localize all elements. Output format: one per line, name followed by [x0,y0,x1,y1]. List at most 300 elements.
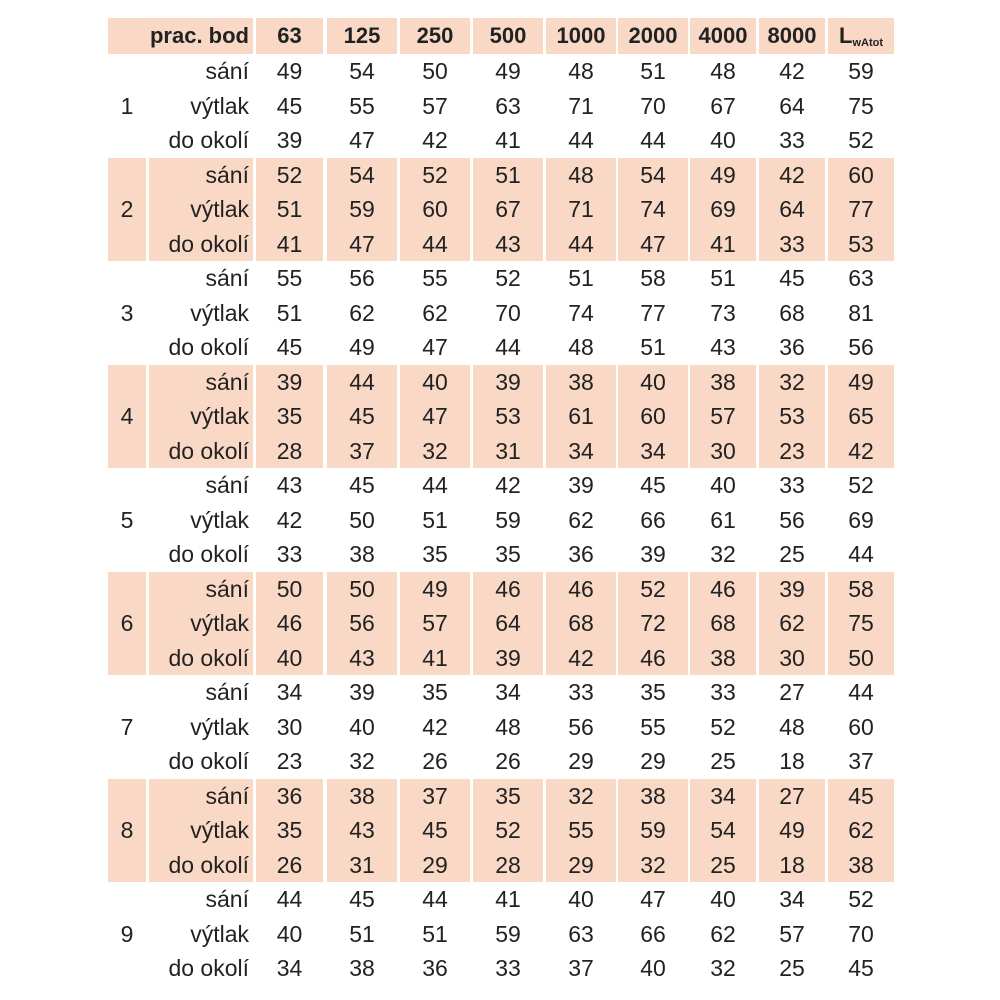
total-value: 60 [848,713,874,740]
total-main: L [839,23,853,48]
band-value: 25 [710,748,736,774]
point-number [108,572,146,607]
table-row [108,641,894,676]
table-row [108,503,894,538]
band-value: 38 [349,955,375,981]
band-value: 39 [349,679,375,705]
band-value: 38 [327,779,397,814]
band-value: 34 [276,955,303,981]
band-value: 32 [400,434,470,469]
point-number [108,434,146,469]
band-value: 45 [640,472,666,498]
band-value: 35 [473,779,543,814]
band-value: 50 [422,58,448,84]
line-name: sání [149,572,253,607]
band-value: 26 [422,748,448,774]
band-value: 63 [568,920,594,947]
band-value: 33 [779,472,805,498]
band-value: 23 [276,748,303,774]
band-value: 45 [400,813,470,848]
point-number [108,779,146,814]
band-value: 27 [759,779,825,814]
band-value: 42 [276,506,303,533]
band-value: 34 [546,434,616,469]
band-value: 41 [400,641,470,676]
band-value: 34 [779,886,805,912]
band-value: 50 [327,572,397,607]
band-value: 41 [495,127,521,153]
total-value: 42 [828,434,894,469]
band-value: 53 [759,399,825,434]
point-number [108,158,146,193]
point-number [108,641,146,676]
band-value: 42 [495,472,521,498]
band-value: 33 [759,227,825,262]
band-value: 43 [473,227,543,262]
band-value: 47 [349,127,375,153]
band-value: 44 [422,472,448,498]
header-band: 250 [400,18,470,54]
band-value: 64 [779,92,805,119]
line-name: výtlak [190,299,249,326]
point-group [108,779,894,883]
band-value: 71 [546,192,616,227]
table-row [108,779,894,814]
band-value: 38 [546,365,616,400]
table-row [108,675,894,710]
band-value: 73 [710,299,736,326]
band-value: 48 [779,713,805,740]
point-group [108,158,894,262]
total-value: 45 [848,955,874,981]
band-value: 74 [618,192,688,227]
table-row [108,917,894,952]
band-value: 48 [495,713,521,740]
line-name: výtlak [190,92,249,119]
table-row [108,537,894,572]
point-number [108,468,146,503]
band-value: 51 [256,192,323,227]
total-value: 50 [828,641,894,676]
band-value: 56 [779,506,805,533]
band-value: 40 [568,886,594,912]
point-number: 8 [108,813,146,848]
band-value: 36 [256,779,323,814]
total-value: 63 [848,265,874,291]
band-value: 68 [779,299,805,326]
band-value: 32 [618,848,688,883]
header-total [828,18,894,54]
band-value: 60 [618,399,688,434]
point-number: 7 [120,713,134,740]
band-value: 50 [349,506,375,533]
band-value: 51 [640,334,666,360]
band-value: 36 [422,955,448,981]
band-value: 35 [256,399,323,434]
band-value: 74 [568,299,594,326]
band-value: 54 [690,813,756,848]
band-value: 47 [400,399,470,434]
line-name: sání [205,886,249,912]
header-band: 500 [473,18,543,54]
band-value: 40 [400,365,470,400]
band-value: 46 [618,641,688,676]
point-number: 5 [120,506,134,533]
band-value: 36 [568,541,594,567]
line-name: do okolí [149,434,253,469]
band-value: 46 [546,572,616,607]
total-value: 81 [848,299,874,326]
band-value: 32 [710,955,736,981]
band-value: 62 [568,506,594,533]
table-row [108,158,894,193]
band-value: 18 [759,848,825,883]
line-name: do okolí [168,334,249,360]
band-value: 55 [422,265,448,291]
line-name: sání [205,679,249,705]
point-group [108,261,894,365]
table-row [108,572,894,607]
total-value: 45 [828,779,894,814]
band-value: 45 [276,334,303,360]
band-value: 40 [710,127,736,153]
band-value: 40 [349,713,375,740]
table-row [108,951,894,986]
band-value: 39 [473,365,543,400]
band-value: 25 [690,848,756,883]
line-name: do okolí [149,848,253,883]
point-group [108,675,894,779]
band-value: 51 [473,158,543,193]
point-number: 2 [108,192,146,227]
total-value: 44 [848,541,874,567]
band-value: 26 [495,748,521,774]
band-value: 35 [256,813,323,848]
band-value: 29 [568,748,594,774]
band-value: 47 [327,227,397,262]
band-value: 68 [690,606,756,641]
point-group [108,54,894,158]
band-value: 28 [473,848,543,883]
line-name: sání [205,472,249,498]
point-number: 6 [108,606,146,641]
band-value: 32 [710,541,736,567]
band-value: 44 [568,127,594,153]
band-value: 52 [256,158,323,193]
band-value: 43 [327,641,397,676]
line-name: výtlak [149,192,253,227]
band-value: 30 [690,434,756,469]
band-value: 33 [276,541,303,567]
header-band: 8000 [759,18,825,54]
band-value: 55 [349,92,375,119]
band-value: 72 [618,606,688,641]
band-value: 48 [546,158,616,193]
band-value: 38 [690,641,756,676]
band-value: 30 [276,713,303,740]
band-value: 39 [473,641,543,676]
line-name: sání [149,779,253,814]
noise-table [108,18,894,986]
total-value: 49 [828,365,894,400]
band-value: 33 [568,679,594,705]
point-number [108,261,146,296]
band-value: 62 [759,606,825,641]
band-value: 32 [546,779,616,814]
band-value: 42 [546,641,616,676]
band-value: 55 [640,713,666,740]
line-name: do okolí [149,227,253,262]
table-row [108,296,894,331]
total-value: 52 [848,886,874,912]
band-value: 59 [495,506,521,533]
line-name: výtlak [190,506,249,533]
total-value: 37 [848,748,874,774]
line-name: sání [149,365,253,400]
point-number: 3 [120,299,134,326]
band-value: 51 [276,299,303,326]
band-value: 56 [349,265,375,291]
band-value: 29 [546,848,616,883]
band-value: 35 [640,679,666,705]
total-sub: wAtot [852,37,883,49]
band-value: 44 [327,365,397,400]
line-name: výtlak [149,813,253,848]
line-name: výtlak [149,399,253,434]
band-value: 48 [568,334,594,360]
band-value: 69 [690,192,756,227]
band-value: 51 [710,265,736,291]
total-value: 52 [848,127,874,153]
band-value: 49 [276,58,303,84]
band-value: 49 [690,158,756,193]
table-row [108,710,894,745]
band-value: 27 [779,679,805,705]
point-number [108,537,146,572]
total-value: 56 [848,334,874,360]
band-value: 44 [276,886,303,912]
band-value: 59 [618,813,688,848]
point-number [108,675,146,710]
band-value: 70 [495,299,521,326]
band-value: 64 [759,192,825,227]
band-value: 47 [422,334,448,360]
total-value: 75 [828,606,894,641]
band-value: 44 [546,227,616,262]
band-value: 37 [327,434,397,469]
table-row [108,365,894,400]
point-number: 1 [120,92,134,119]
point-group [108,572,894,676]
band-value: 49 [400,572,470,607]
point-number [108,951,146,986]
total-value: 65 [828,399,894,434]
header-label: prac. bod [108,18,253,54]
band-value: 35 [422,541,448,567]
band-value: 71 [568,92,594,119]
table-row [108,813,894,848]
band-value: 41 [495,886,521,912]
band-value: 55 [546,813,616,848]
table-row [108,848,894,883]
band-value: 42 [422,713,448,740]
line-name: výtlak [190,920,249,947]
total-value: 70 [848,920,874,947]
band-value: 55 [276,265,303,291]
band-value: 59 [327,192,397,227]
band-value: 49 [759,813,825,848]
table-row [108,192,894,227]
line-name: výtlak [190,713,249,740]
table-body [108,54,894,986]
band-value: 39 [568,472,594,498]
band-value: 46 [256,606,323,641]
table-row [108,261,894,296]
band-value: 51 [568,265,594,291]
point-number: 9 [120,920,134,947]
band-value: 39 [276,127,303,153]
band-value: 66 [640,920,666,947]
total-value: 62 [828,813,894,848]
header-band: 4000 [690,18,756,54]
band-value: 51 [349,920,375,947]
band-value: 38 [349,541,375,567]
total-value: 58 [828,572,894,607]
band-value: 54 [349,58,375,84]
band-value: 44 [400,227,470,262]
band-value: 61 [546,399,616,434]
band-value: 44 [495,334,521,360]
band-value: 67 [710,92,736,119]
band-value: 49 [349,334,375,360]
band-value: 34 [495,679,521,705]
band-value: 38 [690,365,756,400]
band-value: 70 [640,92,666,119]
table-row [108,89,894,124]
header-row [108,18,894,54]
band-value: 52 [400,158,470,193]
band-value: 35 [495,541,521,567]
band-value: 57 [690,399,756,434]
band-value: 29 [400,848,470,883]
band-value: 42 [759,158,825,193]
band-value: 45 [349,886,375,912]
band-value: 32 [349,748,375,774]
band-value: 37 [400,779,470,814]
band-value: 52 [473,813,543,848]
point-number [108,54,146,89]
band-value: 62 [710,920,736,947]
point-number [108,123,146,158]
band-value: 64 [473,606,543,641]
band-value: 41 [690,227,756,262]
band-value: 33 [710,679,736,705]
point-number [108,882,146,917]
line-name: sání [205,265,249,291]
band-value: 45 [276,92,303,119]
band-value: 66 [640,506,666,533]
header-band: 1000 [546,18,616,54]
line-name: do okolí [168,748,249,774]
band-value: 52 [495,265,521,291]
band-value: 51 [640,58,666,84]
band-value: 40 [276,920,303,947]
band-value: 42 [422,127,448,153]
band-value: 30 [759,641,825,676]
band-value: 39 [256,365,323,400]
band-value: 40 [640,955,666,981]
band-value: 50 [256,572,323,607]
band-value: 46 [473,572,543,607]
band-value: 41 [256,227,323,262]
line-name: do okolí [168,127,249,153]
band-value: 42 [779,58,805,84]
band-value: 45 [327,399,397,434]
point-number: 4 [108,399,146,434]
table-row [108,330,894,365]
header-band: 2000 [618,18,688,54]
band-value: 34 [276,679,303,705]
band-value: 61 [710,506,736,533]
band-value: 62 [349,299,375,326]
table-row [108,434,894,469]
band-value: 25 [779,541,805,567]
point-number [108,365,146,400]
band-value: 40 [256,641,323,676]
line-name: do okolí [149,641,253,676]
band-value: 38 [618,779,688,814]
total-value: 44 [848,679,874,705]
band-value: 68 [546,606,616,641]
band-value: 56 [327,606,397,641]
band-value: 43 [710,334,736,360]
band-value: 37 [568,955,594,981]
band-value: 39 [640,541,666,567]
band-value: 54 [618,158,688,193]
band-value: 57 [779,920,805,947]
band-value: 35 [422,679,448,705]
band-value: 46 [690,572,756,607]
point-number [108,227,146,262]
band-value: 57 [422,92,448,119]
line-name: sání [205,58,249,84]
band-value: 53 [473,399,543,434]
point-number [108,330,146,365]
band-value: 52 [618,572,688,607]
table-row [108,54,894,89]
band-value: 45 [349,472,375,498]
total-value: 60 [828,158,894,193]
band-value: 54 [327,158,397,193]
band-value: 77 [640,299,666,326]
band-value: 45 [779,265,805,291]
band-value: 52 [710,713,736,740]
band-value: 33 [495,955,521,981]
band-value: 48 [568,58,594,84]
total-value: 75 [848,92,874,119]
band-value: 49 [495,58,521,84]
band-value: 36 [779,334,805,360]
band-value: 25 [779,955,805,981]
table-row [108,399,894,434]
line-name: do okolí [168,955,249,981]
header-band: 63 [256,18,323,54]
band-value: 40 [710,886,736,912]
band-value: 57 [400,606,470,641]
band-value: 56 [568,713,594,740]
line-name: výtlak [149,606,253,641]
band-value: 34 [690,779,756,814]
